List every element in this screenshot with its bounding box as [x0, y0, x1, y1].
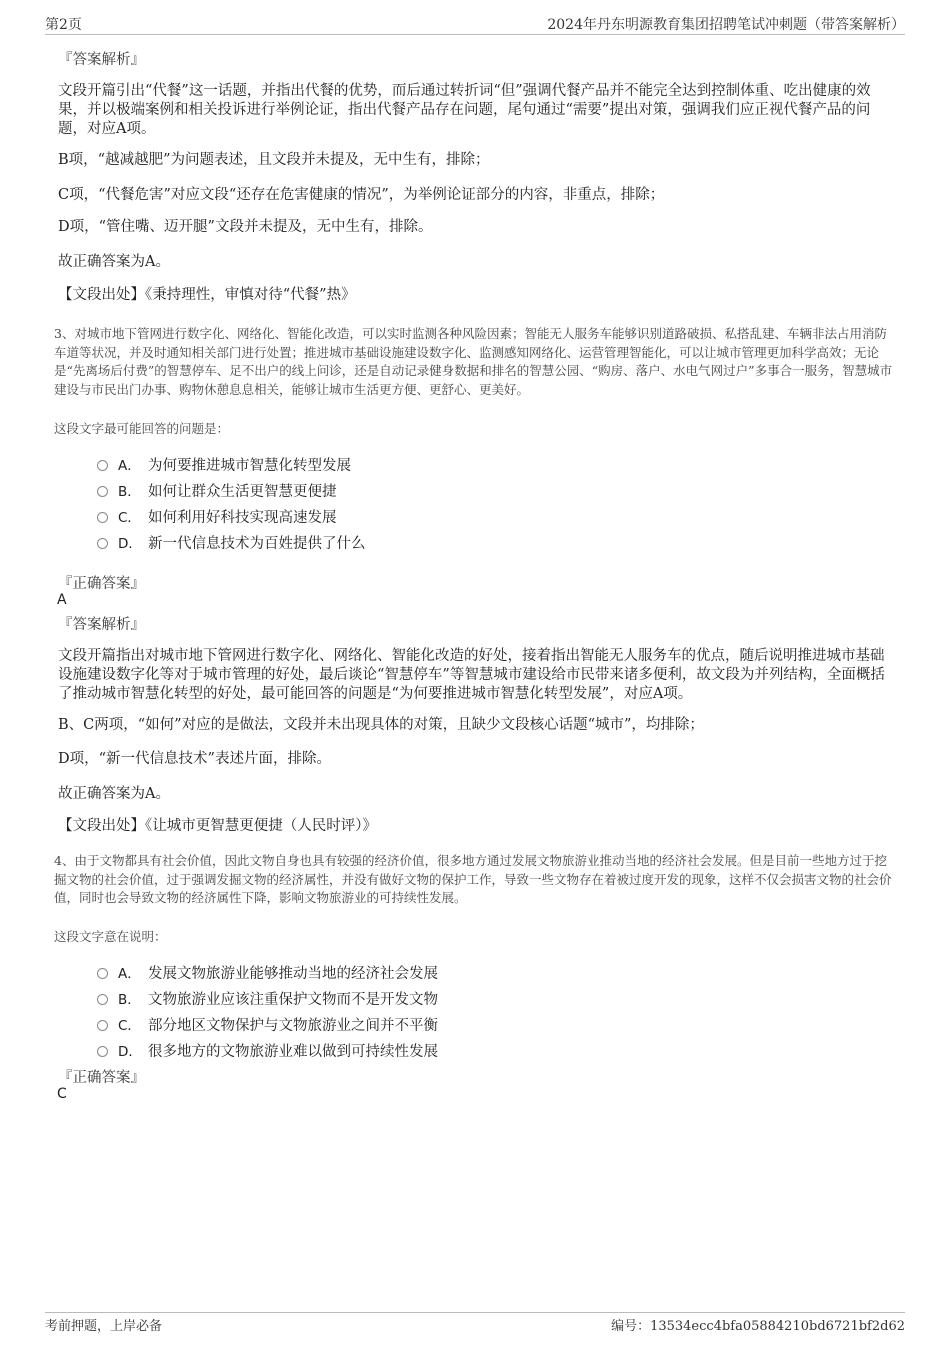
q3-question: 这段文字最可能回答的问题是：: [54, 421, 230, 436]
q2-analysis-p2: B项，“越减越肥”为问题表述，且文段并未提及，无中生有，排除；: [58, 152, 490, 168]
q3-correct-label: 『正确答案』: [58, 576, 145, 592]
q3-source: 【文段出处】《让城市更智慧更便捷（人民时评）》: [58, 818, 377, 834]
q4-correct-answer: C: [57, 1086, 67, 1102]
radio-icon[interactable]: [97, 1020, 108, 1031]
document-title: 2024年丹东明源教育集团招聘笔试冲刺题（带答案解析）: [547, 17, 905, 33]
q3-analysis-p3: D项，“新一代信息技术”表述片面，排除。: [58, 751, 331, 767]
q2-analysis-p5: 故正确答案为A。: [58, 254, 170, 270]
q3-analysis-p1: 文段开篇指出对城市地下管网进行数字化、网络化、智能化改造的好处，接着指出智能无人服务车的优点，随后说明推进城市基础设施建设数字化等对于城市管理的好处，最后谈论“智慧停车”等智慧城市建设给市民带来诸多便利，故文段为并列结构，全面概括了推动城市智慧化转型的好处，最可能回答的问题是“为何要推进城市智慧化转型发展”，对应A项。: [58, 648, 885, 702]
page-footer: [45, 1312, 905, 1339]
q2-source: 【文段出处】《秉持理性，审慎对待“代餐”热》: [58, 287, 356, 303]
q3-correct-answer: A: [57, 592, 67, 608]
q3-analysis-p4: 故正确答案为A。: [58, 786, 170, 802]
page-number: 第2页: [45, 17, 82, 33]
q3-option-d[interactable]: D． 新一代信息技术为百姓提供了什么: [97, 532, 366, 552]
q4-correct-label: 『正确答案』: [58, 1070, 145, 1086]
q2-analysis-p1: 文段开篇引出“代餐”这一话题，并指出代餐的优势，而后通过转折词“但”强调代餐产品并不能完全达到控制体重、吃出健康的效果，并以极端案例和相关投诉进行举例论证，指出代餐产品存在问题，尾句通过“需要”提出对策，强调我们应正视代餐产品的问题，对应A项。: [58, 83, 871, 137]
footer-slogan: 考前押题，上岸必备: [45, 1319, 163, 1334]
q4-question: 这段文字意在说明：: [54, 929, 167, 944]
q4-option-c[interactable]: C． 部分地区文物保护与文物旅游业之间并不平衡: [97, 1014, 438, 1034]
q4-option-b[interactable]: B． 文物旅游业应该注重保护文物而不是开发文物: [97, 988, 438, 1008]
q3-analysis-p2: B、C两项，“如何”对应的是做法，文段并未出现具体的对策，且缺少文段核心话题“城市”，均排除；: [58, 717, 704, 733]
radio-icon[interactable]: [97, 538, 108, 549]
q3-analysis-label: 『答案解析』: [58, 617, 145, 633]
q2-analysis-p3: C项，“代餐危害”对应文段“还存在危害健康的情况”，为举例论证部分的内容，非重点，排除；: [58, 187, 665, 203]
q3-option-a[interactable]: A． 为何要推进城市智慧化转型发展: [97, 454, 351, 474]
radio-icon[interactable]: [97, 460, 108, 471]
q4-option-d[interactable]: D． 很多地方的文物旅游业难以做到可持续性发展: [97, 1040, 438, 1060]
radio-icon[interactable]: [97, 994, 108, 1005]
radio-icon[interactable]: [97, 1046, 108, 1057]
q4-stem: 4、由于文物都具有社会价值，因此文物自身也具有较强的经济价值，很多地方通过发展文物旅游业推动当地的经济社会发展。但是目前一些地方过于挖掘文物的社会价值，过于强调发掘文物的经济属性，并没有做好文物的保护工作，导致一些文物存在着被过度开发的现象，这样不仅会损害文物的社会价值，同时也会导致文物的经济属性下降，影响文物旅游业的可持续性发展。: [54, 853, 892, 905]
q3-option-c[interactable]: C． 如何利用好科技实现高速发展: [97, 506, 337, 526]
page-header: [45, 14, 905, 35]
q3-option-b[interactable]: B． 如何让群众生活更智慧更便捷: [97, 480, 337, 500]
radio-icon[interactable]: [97, 512, 108, 523]
q2-analysis-label: 『答案解析』: [58, 52, 145, 68]
q3-stem: 3、对城市地下管网进行数字化、网络化、智能化改造，可以实时监测各种风险因素；智能无人服务车能够识别道路破损、私搭乱建、车辆非法占用消防车道等状况，并及时通知相关部门进行处置；推进城市基础设施建设数字化、监测感知网络化、运营管理智能化，可以让城市管理更加科学高效；无论是“先离场后付费”的智慧停车、足不出户的线上问诊，还是自动记录健身数据和排名的智慧公园、“购房、落户、水电气网过户”多事合一服务，智慧城市建设与市民出门办事、购物休憩息息相关，能够让城市生活更方便、更舒心、更美好。: [54, 326, 893, 397]
q2-analysis-p4: D项，“管住嘴、迈开腿”文段并未提及，无中生有，排除。: [58, 219, 433, 235]
radio-icon[interactable]: [97, 968, 108, 979]
q4-option-a[interactable]: A． 发展文物旅游业能够推动当地的经济社会发展: [97, 962, 438, 982]
radio-icon[interactable]: [97, 486, 108, 497]
document-id: 编号：13534ecc4bfa05884210bd6721bf2d62: [611, 1319, 905, 1334]
